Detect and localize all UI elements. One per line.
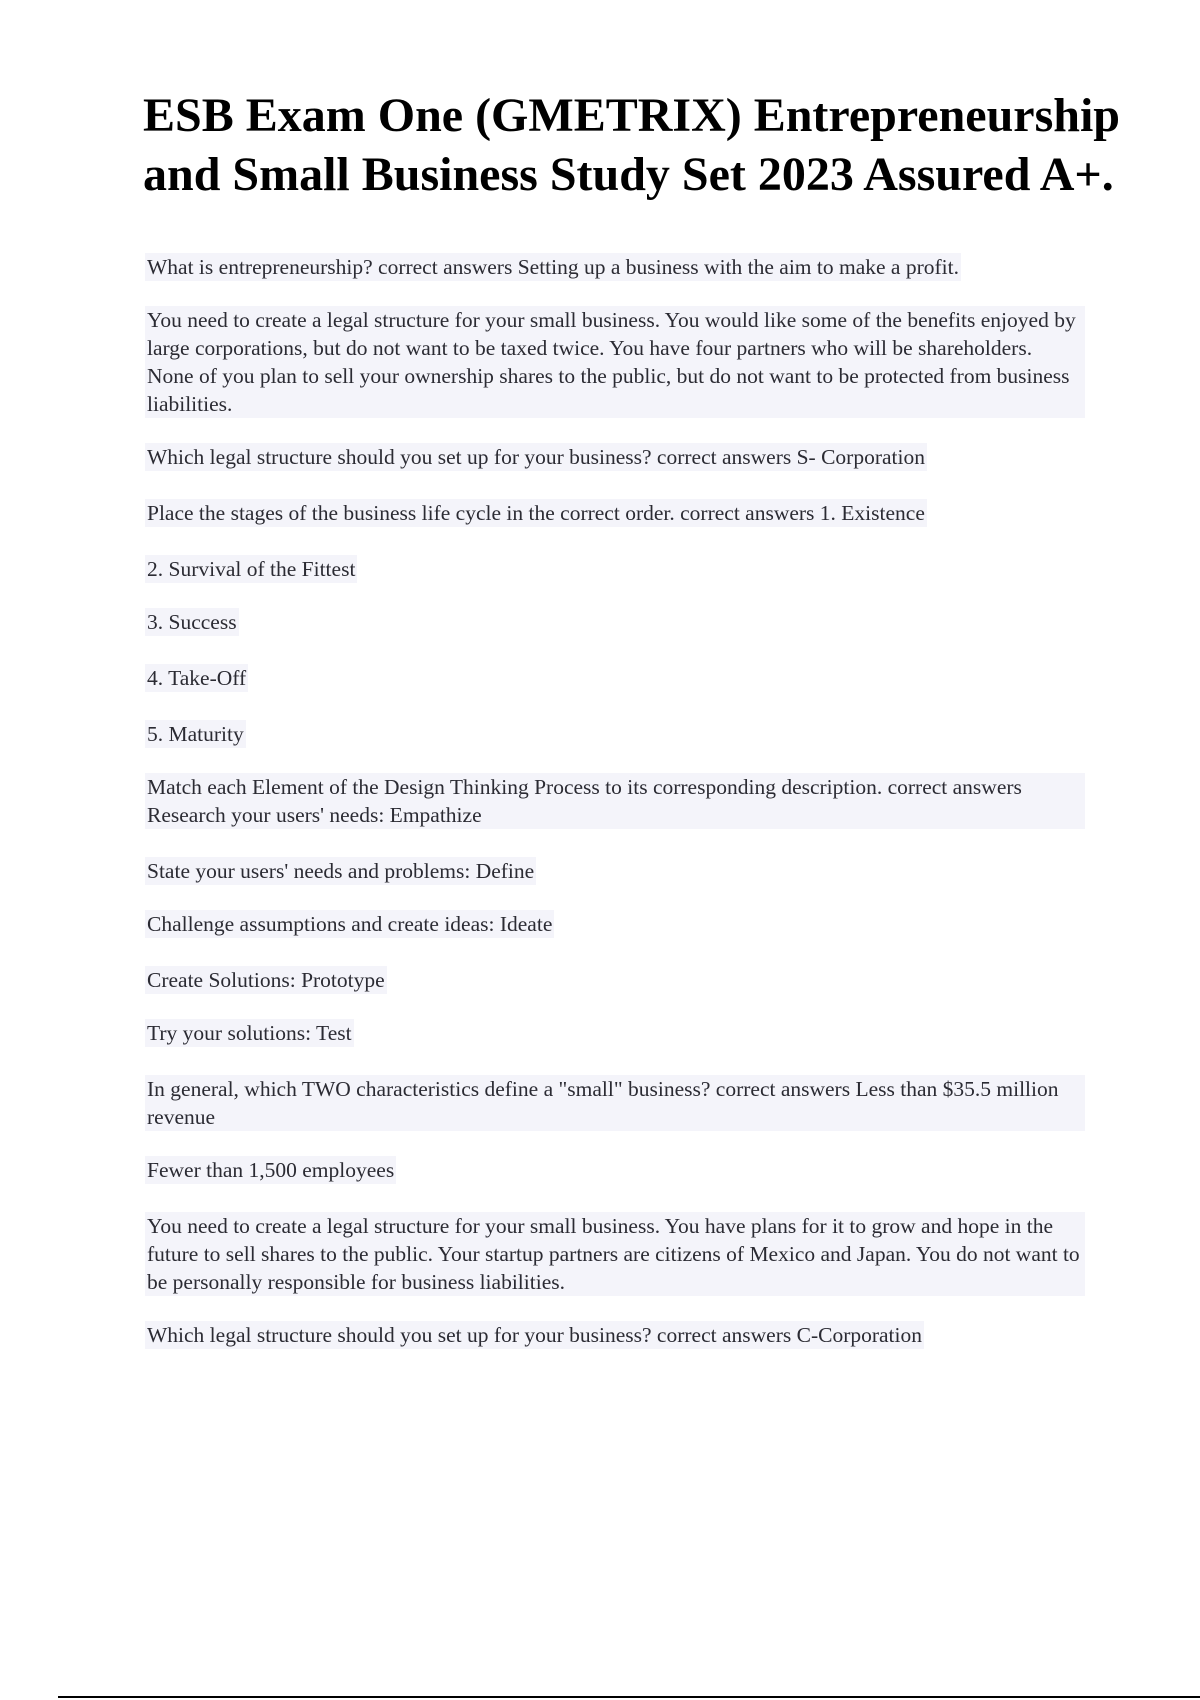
document-title (143, 86, 1120, 204)
title-line-2: and Small Business Study Set 2023 Assured A+. (143, 148, 1114, 201)
paragraph-design-thinking-define: State your users' needs and problems: Define (147, 859, 535, 883)
paragraph-design-thinking-question: Match each Element of the Design Thinking Process to its corresponding description. correct answers Research your users' needs: Empathize (145, 773, 1085, 829)
paragraph-design-thinking-prototype: Create Solutions: Prototype (147, 968, 385, 992)
paragraph-life-cycle-stage-4: 4. Take-Off (147, 666, 247, 690)
title-line-1: ESB Exam One (GMETRIX) Entrepreneurship (143, 89, 1120, 142)
paragraph-entrepreneurship-definition: What is entrepreneurship? correct answers Setting up a business with the aim to make a profit. (147, 255, 959, 279)
paragraph-life-cycle-stage-2: 2. Survival of the Fittest (147, 557, 356, 581)
paragraph-life-cycle-stage-5: 5. Maturity (147, 722, 244, 746)
paragraph-small-business-employees: Fewer than 1,500 employees (147, 1158, 395, 1182)
paragraph-small-business-question: In general, which TWO characteristics define a "small" business? correct answers Less than $35.5 million revenue (145, 1075, 1085, 1131)
paragraph-design-thinking-ideate: Challenge assumptions and create ideas: Ideate (147, 912, 553, 936)
paragraph-life-cycle-question: Place the stages of the business life cycle in the correct order. correct answers 1. Existence (147, 501, 925, 525)
footer-divider (58, 1696, 1200, 1698)
paragraph-legal-structure-answer-1: Which legal structure should you set up for your business? correct answers S- Corporation (147, 445, 925, 469)
document-body (145, 253, 1085, 1349)
paragraph-legal-structure-scenario-1: You need to create a legal structure for your small business. You would like some of the benefits enjoyed by large corporations, but do not want to be taxed twice. You have four partners who will be shareholders. None of you plan to sell your ownership shares to the public, but do not want to be protected from business liabilities. (145, 306, 1085, 418)
paragraph-design-thinking-test: Try your solutions: Test (147, 1021, 352, 1045)
paragraph-legal-structure-answer-2: Which legal structure should you set up for your business? correct answers C-Corporation (147, 1323, 922, 1347)
paragraph-legal-structure-scenario-2: You need to create a legal structure for your small business. You have plans for it to grow and hope in the future to sell shares to the public. Your startup partners are citizens of Mexico and Japan. You do not want to be personally responsible for business liabilities. (145, 1212, 1085, 1296)
paragraph-life-cycle-stage-3: 3. Success (147, 610, 237, 634)
